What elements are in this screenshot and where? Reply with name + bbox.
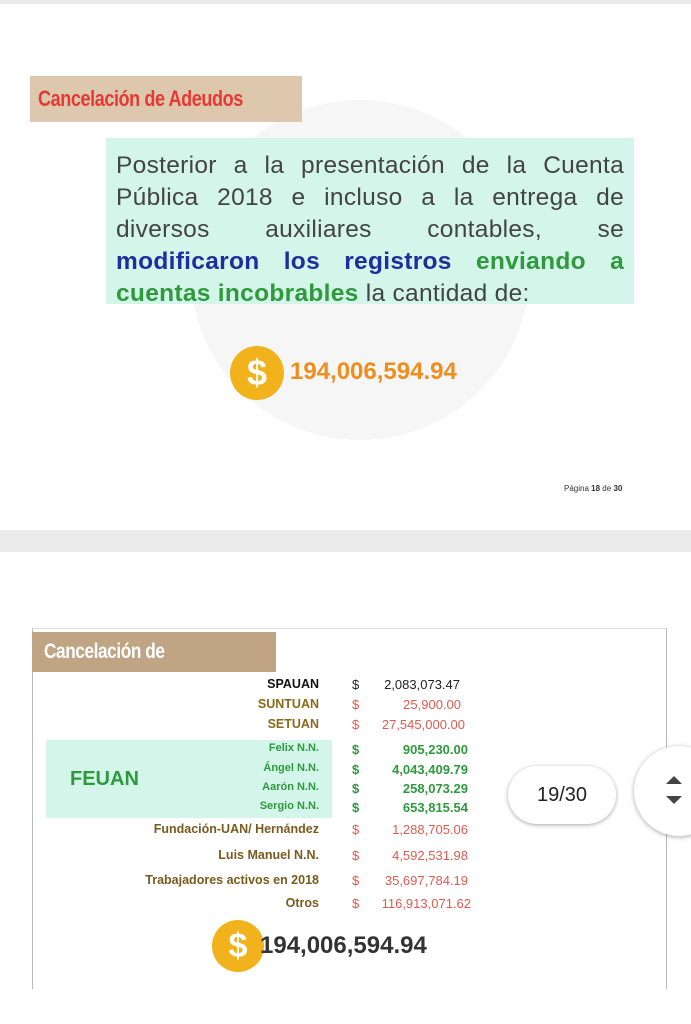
row-value: 27,545,000.00 xyxy=(381,717,465,732)
row-currency: $ xyxy=(352,822,360,837)
row-currency: $ xyxy=(352,677,360,692)
row-name: Sergio N.N. xyxy=(259,800,319,812)
row-currency: $ xyxy=(352,848,360,863)
row-name: Aarón N.N. xyxy=(262,781,319,793)
row-name: Fundación-UAN/ Hernández xyxy=(153,822,319,836)
row-value: 4,592,531.98 xyxy=(392,848,468,863)
row-currency: $ xyxy=(352,697,360,712)
row-value: 905,230.00 xyxy=(402,742,468,757)
row-value: 35,697,784.19 xyxy=(384,873,468,888)
row-name: Luis Manuel N.N. xyxy=(218,848,319,862)
total-amount: 194,006,594.94 xyxy=(290,358,457,385)
row-value: 4,043,409.79 xyxy=(392,762,468,777)
page-title-text: Cancelación de Adeudos xyxy=(38,86,243,111)
row-value: 1,288,705.06 xyxy=(392,822,468,837)
row-currency: $ xyxy=(352,800,360,815)
row-value: 653,815.54 xyxy=(402,800,468,815)
dollar-coin-icon: $ xyxy=(212,920,264,972)
page-number xyxy=(564,484,622,493)
para-text-2: la cantidad de: xyxy=(358,280,530,307)
row-name: SUNTUAN xyxy=(257,697,319,711)
row-value: 2,083,073.47 xyxy=(384,677,460,692)
page-total: 30 xyxy=(613,484,623,493)
row-name: Ángel N.N. xyxy=(263,762,319,774)
row-currency: $ xyxy=(352,717,360,732)
arrow-down-icon xyxy=(666,796,682,804)
page-label: Página xyxy=(564,484,589,493)
table-total: 194,006,594.94 xyxy=(260,932,427,959)
row-currency: $ xyxy=(352,873,360,888)
slide-title-text: Cancelación de Adeudos xyxy=(44,640,165,703)
row-name: Trabajadores activos en 2018 xyxy=(145,873,319,887)
row-name: Felix N.N. xyxy=(268,742,319,754)
row-value: 258,073.29 xyxy=(402,781,468,796)
description-paragraph xyxy=(106,138,634,307)
feuan-label: FEUAN xyxy=(70,768,139,790)
slide-title xyxy=(32,632,276,703)
row-value: 25,900.00 xyxy=(403,697,461,712)
row-value: 116,913,071.62 xyxy=(381,896,471,911)
arrow-up-icon xyxy=(666,776,682,784)
row-currency: $ xyxy=(352,762,360,777)
page-title xyxy=(30,76,302,122)
page-current: 18 xyxy=(591,484,601,493)
row-name: SPAUAN xyxy=(267,677,319,691)
row-name: SETUAN xyxy=(267,717,319,731)
row-currency: $ xyxy=(352,896,360,911)
para-text-1: Posterior a la presentación de la Cuenta Pública 2018 e incluso a la entrega de diversos auxiliares contables, se xyxy=(116,152,624,243)
para-highlight-blue: modificaron los registros xyxy=(116,248,452,275)
page-indicator: 19/30 xyxy=(508,766,616,824)
para-highlight-green: enviando a cuentas incobrables xyxy=(116,248,625,307)
row-currency: $ xyxy=(352,742,360,757)
row-name: Otros xyxy=(285,896,319,910)
row-currency: $ xyxy=(352,781,360,796)
page-de: de xyxy=(602,484,612,493)
dollar-coin-icon: $ xyxy=(230,346,284,400)
